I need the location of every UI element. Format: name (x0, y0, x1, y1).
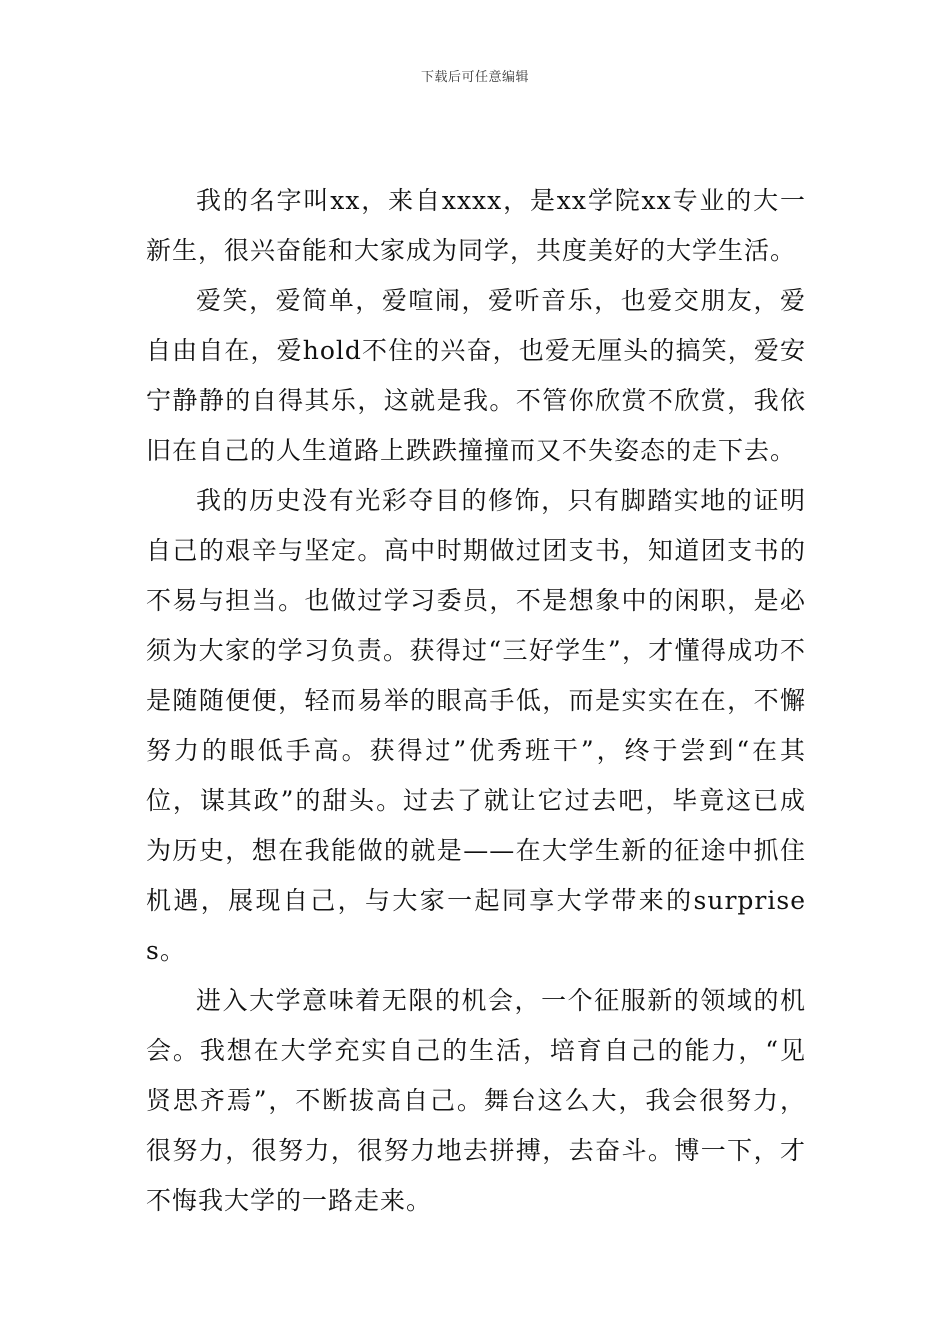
paragraph-personality: 爱笑，爱简单，爱喧闹，爱听音乐，也爱交朋友，爱自由自在，爱hold不住的兴奋，也爱无厘头的搞笑，爱安宁静静的自得其乐，这就是我。不管你欣赏不欣赏，我依旧在自己的人生道路上跌跌撞撞而又不失姿态的走下去。 (146, 286, 806, 465)
paragraph-history: 我的历史没有光彩夺目的修饰，只有脚踏实地的证明自己的艰辛与坚定。高中时期做过团支书，知道团支书的不易与担当。也做过学习委员，不是想象中的闲职，是必须为大家的学习负责。获得过“三好学生”，才懂得成功不是随随便便，轻而易举的眼高手低，而是实实在在，不懈努力的眼低手高。获得过”优秀班干”，终于尝到“在其位，谋其政”的甜头。过去了就让它过去吧，毕竟这已成为历史，想在我能做的就是——在大学生新的征途中抓住机遇，展现自己，与大家一起同享大学带来的surprises。 (146, 486, 806, 965)
paragraph-introduction: 我的名字叫xx，来自xxxx，是xx学院xx专业的大一新生，很兴奋能和大家成为同学，共度美好的大学生活。 (146, 186, 806, 265)
page-header: 下载后可任意编辑 (420, 70, 529, 85)
document-body (146, 176, 806, 1226)
paragraph-university-goals: 进入大学意味着无限的机会，一个征服新的领域的机会。我想在大学充实自己的生活，培育自己的能力，“见贤思齐焉”，不断拔高自己。舞台这么大，我会很努力，很努力，很努力，很努力地去拼搏，去奋斗。博一下，才不悔我大学的一路走来。 (146, 986, 806, 1215)
